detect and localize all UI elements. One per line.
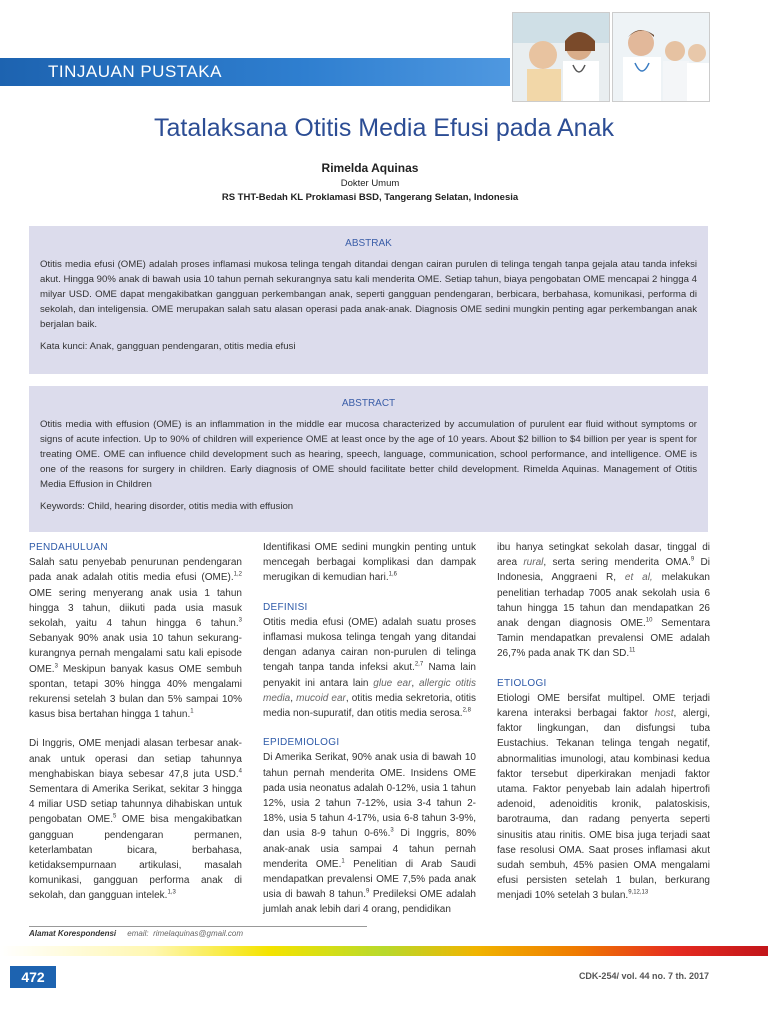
paragraph-pendahuluan-2: Di Inggris, OME menjadi alasan terbesar anak-anak untuk operasi dan setiap tahunnya menghabiskan biaya sebesar 47,8 juta USD.$^4$ Sementara di Amerika Serikat, sekitar 3 hingga 4 miliar USD setiap tahunnya dihabiskan untuk pengobatan OME.$^5$ OME bisa mengakibatkan gangguan pendengaran permanen, keterlambatan bicara, berbahasa, ketidaksempurnaan artikulasi, masalah komunikasi, gangguan performa anak di sekolah, dan gangguan intelek.$^{1,3}$: [29, 738, 242, 902]
abstract-box: [29, 386, 708, 532]
heading-etiologi: ETIOLOGI: [497, 677, 547, 689]
correspondence: [29, 929, 243, 938]
author-name: Rimelda Aquinas: [321, 161, 419, 175]
column-3: [497, 540, 710, 904]
journal-citation: CDK-254/ vol. 44 no. 7 th. 2017: [578, 971, 709, 981]
color-stripe: [0, 946, 768, 956]
doctor-child-photo-image: [513, 13, 609, 101]
footnote-divider: [29, 926, 367, 927]
paragraph-identifikasi: Identifikasi OME sedini mungkin penting untuk mencegah berbagai komplikasi dan dampak merugikan di kemudian hari.$^{1,6}$: [263, 542, 476, 584]
author-role: Dokter Umum: [340, 178, 400, 189]
article-title: Tatalaksana Otitis Media Efusi pada Anak: [154, 114, 614, 142]
abstract-heading: ABSTRACT: [341, 398, 396, 409]
email-link[interactable]: rimelaquinas@gmail.com: [153, 929, 243, 938]
doctor-child-photo: [512, 12, 610, 102]
section-banner: [0, 58, 510, 86]
column-2: [263, 540, 476, 918]
heading-pendahuluan: PENDAHULUAN: [29, 542, 108, 553]
heading-epidemiologi: EPIDEMIOLOGI: [263, 737, 340, 749]
paragraph-epidemiologi-cont: ibu hanya setingkat sekolah dasar, tinggal di area rural, serta sering menderita OMA.$^9$ Di Indonesia, Anggraeni R, et al, melakukan penelitian terhadap 7005 anak sekolah usia 6 tahun hingga 15 tahun dan mendapatkan 26 anak dengan diagnosis OME.$^{10}$ Sementara Tamin mendapatkan prevalensi OME adalah 26,7% pada anak TK dan SD.$^{11}$: [497, 542, 710, 660]
abstrak-heading: ABSTRAK: [345, 238, 392, 249]
paragraph-definisi: Otitis media efusi (OME) adalah suatu proses inflamasi mukosa telinga tengah yang ditandai dengan adanya cairan non-purulen di telinga tengah tanpa tanda infeksi akut.$^{2,7}$ Nama lain penyakit ini antara lain glue ear, allergic otitis media, mucoid ear, otitis media sekretoria, otitis media non-supuratif, dan otitis media serosa.$^{2,8}$: [263, 616, 476, 720]
abstrak-box: [29, 226, 708, 374]
abstract-body: Otitis media with effusion (OME) is an inflammation in the middle ear mucosa characterized by accumulation of purulent ear fluid without symptoms or signs of acute infection. Up to 90% of children will experience OME at least once by the age of 10 years. About $2 billion to $4 billion per year is spent for treating OME. OME can influence child development such as hearing, speech, language, communication, school performance, and intelligence. OME is one of the reasons for surgery in children. Early diagnosis of OME should facilitate better child development. Rimelda Aquinas. Management of Otitis Media Effusion in Children: [40, 419, 697, 491]
abstrak-keywords: Kata kunci: Anak, gangguan pendengaran, otitis media efusi: [40, 341, 296, 353]
medical-team-photo-image: [613, 13, 709, 101]
correspondence-label: Alamat Korespondensi: [29, 929, 117, 938]
section-label: TINJAUAN PUSTAKA: [48, 62, 222, 81]
abstrak-body: Otitis media efusi (OME) adalah proses inflamasi mukosa telinga tengah ditandai dengan cairan purulen di telinga tengah tanpa gejala atau tanda infeksi akut. Hingga 90% anak di bawah usia 10 tahun pernah sekurangnya satu kali menderita OME. Setiap tahun, biaya pengobatan OME mencapai 2 hingga 4 milyar USD. OME dapat mengakibatkan gangguan perkembangan anak, seperti gangguan pendengaran, berbicara, berbahasa, komunikasi, performa di sekolah, dan inteligensia. OME merupakan salah satu alasan operasi pada anak-anak. Diagnosis OME sedini mungkin penting agar perkembangan anak berjalan baik.: [40, 259, 697, 331]
paragraph-epidemiologi: Di Amerika Serikat, 90% anak usia di bawah 10 tahun pernah menderita OME. Insidens OME pada usia neonatus adalah 0-12%, usia 1 tahun 12%, usia 2 tahun 7-12%, usia 3-4 tahun 2-18%, usia 5 tahun 4-17%, usia 6-8 tahun 3-9%, dan usia 8-9 tahun 0-6%.$^3$ Di Inggris, 80% anak-anak usia sampai 4 tahun pernah menderita OME.$^1$ Penelitian di Arab Saudi mendapatkan prevalensi OME 7,5% pada anak usia di bawah 8 tahun.$^9$ Predileksi OME adalah jumlah anak lebih dari 4 orang, pendidikan: [263, 752, 476, 916]
medical-team-photo: [612, 12, 710, 102]
column-1: [29, 540, 242, 904]
page-number: 472: [10, 966, 56, 988]
abstract-keywords: Keywords: Child, hearing disorder, otitis media with effusion: [40, 501, 294, 513]
heading-definisi: DEFINISI: [263, 601, 308, 613]
paragraph-etiologi: Etiologi OME bersifat multipel. OME terjadi karena interaksi berbagai faktor host, alergi, faktor lingkungan, dan disfungsi tuba Eustachius. Tekanan telinga tengah negatif, abnormalitias imunologi, atau kombinasi kedua faktor tersebut diperkirakan menjadi faktor utama. Faktor penyebab lain adalah hipertrofi adenoid, adenoiditis kronik, palatoskisis, barotrauma, dan radang penyerta seperti sinusitis atau rinitis. OME bisa juga terjadi saat fase resolusi OMA. Saat proses inflamasi akut sudah sembuh, 45% pasien OMA mengalami efusi persisten setelah 1 bulan, berkurang menjadi 10% setelah 3 bulan.$^{9,12,13}$: [497, 692, 710, 902]
author-institution: RS THT-Bedah KL Proklamasi BSD, Tangerang Selatan, Indonesia: [221, 192, 519, 203]
email-label: email:: [127, 929, 149, 938]
paragraph-pendahuluan-1: Salah satu penyebab penurunan pendengaran pada anak adalah otitis media efusi (OME).$^{1,2}$ OME sering menyerang anak usia 1 tahun hingga 3 tahun, diikuti pada usia masuk sekolah, yaitu 4 tahun hingga 6 tahun.$^3$ Sebanyak 90% anak usia 10 tahun sekurang-kurangnya pernah mengalami satu kali episode OME.$^3$ Meskipun banyak kasus OME sembuh spontan, tetapi 30% hingga 40% mengalami rekurensi setelah 3 bulan dan 5% sampai 10% kasus bisa bertahan hingga 1 tahun.$^1$: [29, 557, 242, 721]
